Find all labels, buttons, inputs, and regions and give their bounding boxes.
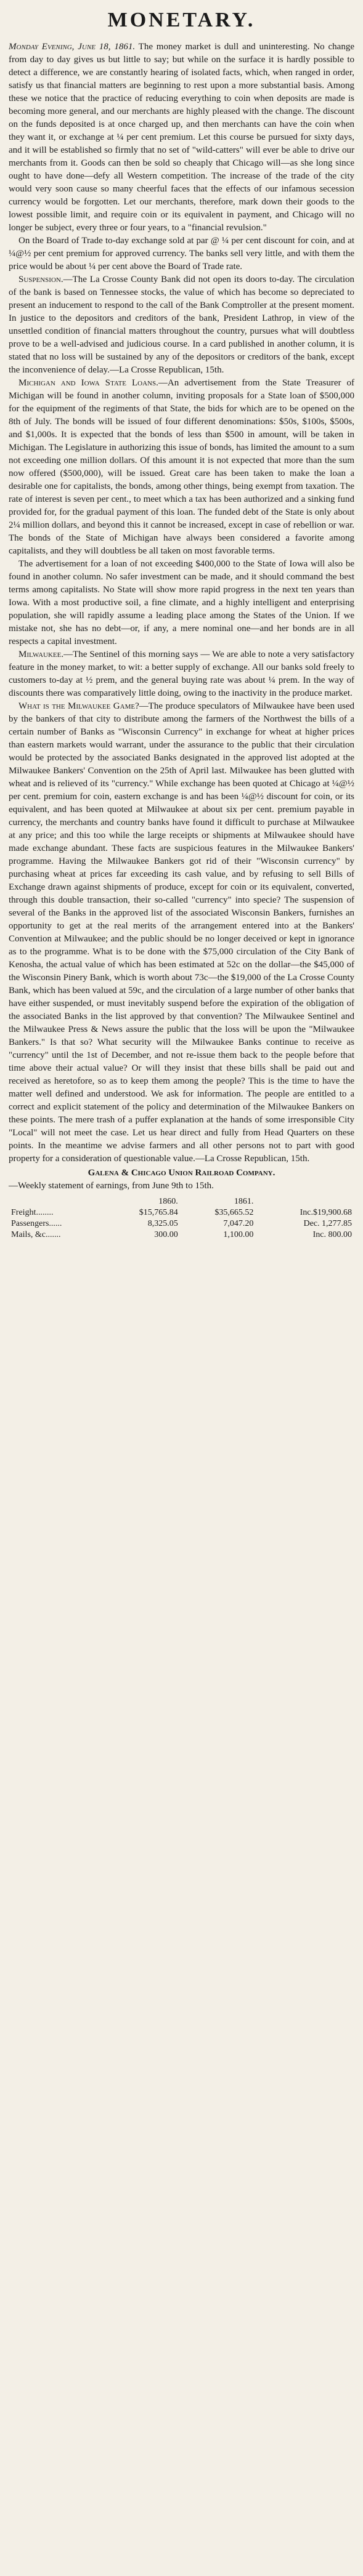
earnings-table <box>9 1196 354 1241</box>
article-paragraph <box>9 700 354 1165</box>
cell-1861: $35,665.52 <box>214 1208 254 1217</box>
cell-change: Dec. 1,277.85 <box>303 1219 352 1228</box>
row-label: Freight........ <box>11 1208 54 1217</box>
run-in-heading: Michigan and Iowa State Loans. <box>18 378 158 388</box>
table-header-row <box>9 1196 354 1207</box>
paragraph-text: —The Sentinel of this morning says — We are able to note a very satisfactory feature in the money market, to wit: a better supply of exchange. All our banks sold freely to customers to-day at ½ prem, and the general buying rate was about ¼ prem. In the way of discounts there was comparatively little doing, owing to the inactivity in the produce market. <box>9 650 354 698</box>
column-header: 1861. <box>234 1197 254 1206</box>
paragraph-text: —The produce speculators of Milwaukee have been used by the bankers of that city to distribute among the farmers of the Northwest the bills of a certain number of Banks as "Wisconsin Currency" in exchange for wheat at higher prices than eastern markets would warrant, under the assurance to the public that their circulation would be protected by the associated Banks designated in the approved list adopted at the Milwaukee Bankers' Convention on the 25th of April last. Milwaukee has been glutted with wheat and is relieved of its "currency." While exchange has been quoted at Chicago at ¼@½ per cent. premium for coin, eastern exchange is and has been ¼@½ discount for coin, or its equivalent, and has been quoted at Milwaukee at about six per cent. premium payable in currency, the merchants and country banks have found it difficult to purchase at Milwaukee at any price; and this too while the large receipts or shipments at Milwaukee should have made exchange abundant. These facts are suspicious features in the Milwaukee Bankers' programme. Having the Milwaukee Bankers got rid of their "Wisconsin currency" by purchasing wheat at prices far exceeding its cash value, and by refusing to sell Bills of Exchange drawn against shipments of produce, except for coin or its equivalent, converted, through this double transaction, their so-called "currency" into specie? The suspension of several of the Banks in the approved list of the associated Wisconsin Bankers, furnishes an opportunity to get at the real merits of the arrangement entered into at the Bankers' Convention at Milwaukee; and the public should be no longer deceived or kept in ignorance as to the programme. What is to be done with the $75,000 circulation of the City Bank of Kenosha, the actual value of which has been estimated at 52c on the dollar—the $45,000 of the Wisconsin Pinery Bank, which is worth about 73c—the $19,000 of the La Crosse County Bank, which has been valued at 59c, and the circulation of a large number of other banks that have either suspended, or must inevitably suspend before the expiration of the obligation of the associated Banks in the list approved by that convention? The Milwaukee Sentinel and the Milwaukee Press & News assure the public that the loss will be upon the "Milwaukee Bankers." Is that so? What security will the Milwaukee Banks continue to receive as "currency" until the 1st of December, and not re-issue them back to the people before that time above their actual value? Or will they insist that these bills shall be paid out and received as heretofore, so as to keep them among the people? This is the time to have the matter well defined and understood. We ask for information. The people are entitled to a correct and explicit statement of the policy and determination of the Milwaukee Bankers on these points. The mere trash of a puffer explanation at the hands of some irresponsible City "Local" will not meet the case. Let us hear direct and fully from Head Quarters on these points. In the meantime we advise farmers and all other persons not to part with good property for a consideration of questionable value.—La Crosse Republican, 15th. <box>9 701 354 1164</box>
page-title: MONETARY. <box>107 9 256 31</box>
cell-1861: 7,047.20 <box>223 1219 254 1228</box>
table-row <box>9 1207 354 1218</box>
cell-1861: 1,100.00 <box>223 1230 254 1239</box>
article-paragraph <box>9 558 354 648</box>
article-paragraph <box>9 273 354 377</box>
paragraph-text: On the Board of Trade to-day exchange sold at par @ ¼ per cent discount for coin, and at ¼@½ per cent premium for approved currency. The banks sell very little, and with them the price would be about ¼ per cent above the Board of Trade rate. <box>9 236 354 272</box>
column-header <box>9 1196 105 1207</box>
article-paragraph <box>9 648 354 700</box>
run-in-heading: Suspension. <box>18 275 63 284</box>
article-paragraph <box>9 235 354 273</box>
article-paragraph <box>9 377 354 558</box>
dateline: Monday Evening, June 18, 1861. <box>9 42 136 52</box>
cell-1860: 300.00 <box>154 1230 178 1239</box>
paragraph-text: The advertisement for a loan of not exceeding $400,000 to the State of Iowa will also be found in another column. No safer investment can be made, and it should command the best terms among capitalists. No State will show more rapid progress in the next ten years than Iowa. With a most productive soil, a fine climate, and a highly intelligent and enterprising population, she will rapidly assume a leading place among the States of the Union. If we mistake not, she has no debt—or, if any, a mere nominal one—and her bonds are in all respects a capital investment. <box>9 559 354 646</box>
run-in-heading: Milwaukee. <box>18 650 64 659</box>
paragraph-text: —Weekly statement of earnings, from June 9th to 15th. <box>9 1181 214 1191</box>
cell-change: Inc. 800.00 <box>312 1230 352 1239</box>
paragraph-text: —The La Crosse County Bank did not open its doors to-day. The circulation of the bank is based on Tennessee stocks, the value of which has become so depreciated to present an inducement to respond to the call of the Bank Comptroller at the present moment. In justice to the depositors and creditors of the bank, President Lathrop, in view of the unsettled condition of financial matters throughout the country, pursues what will doubtless prove to be a well-advised and judicious course. In a card published in another column, it is stated that no loss will be sustained by any of the depositors or creditors of the bank, except the inconvenience of delay.—La Crosse Republican, 15th. <box>9 275 354 375</box>
paragraph-text: The money market is dull and uninteresting. No change from day to day gives us but little to say; but while on the surface it is hardly possible to detect a difference, we are constantly hearing of isolated facts, which, when ranged in order, satisfy us that financial matters are beginning to rest upon a more substantial basis. Among these we notice that the practice of reducing everything to coin when deposits are made is becoming more general, and our merchants are highly pleased with the change. The discount on the funds deposited is at once charged up, and then merchants can have the coin when they want it, or exchange at ¼ per cent premium. Let this course be pursued for sixty days, and it will be established so firmly that no set of "wild-catters" will ever be able to drive our merchants from it. Goods can then be sold so cheaply that Chicago will—as she long since ought to have done—defy all Western competition. The increase of the trade of the city would very soon cause so many cheerful faces that the effects of our infamous secession currency would be forgotten. Let our merchants, therefore, mark down their goods to the lowest possible limit, and require coin or its equivalent in payment, and Chicago will no longer be subject, every three or four years, to a "financial revulsion." <box>9 42 354 233</box>
article-paragraph <box>9 1180 354 1193</box>
cell-1860: 8,325.05 <box>147 1219 178 1228</box>
run-in-heading: What is the Milwaukee Game? <box>18 701 139 711</box>
row-label: Passengers...... <box>11 1219 62 1228</box>
column-header: 1860. <box>158 1197 178 1206</box>
article-paragraph <box>9 41 354 235</box>
section-heading: Galena & Chicago Union Railroad Company. <box>88 1168 275 1178</box>
paragraph-text: —An advertisement from the State Treasurer of Michigan will be found in another column, inviting proposals for a State loan of $500,000 for the equipment of the regiments of that State, the bids for which are to be opened on the 8th of July. The bonds will be issued of four different denominations: $50s, $100s, $500s, and $1,000s. It is expected that the bonds of less than $500 in amount, will be taken in Michigan. The Legislature in authorizing this issue of bonds, has limited the amount to a sum not exceeding one million dollars. Of this amount it is not expected that more than the sum now offered ($500,000), will be issued. Great care has been taken to make the loan a desirable one for capitalists, the bonds, among other things, being exempt from taxation. The rate of interest is seven per cent., to meet which a tax has been authorized and a sinking fund provided for, for the gradual payment of this loan. The funded debt of the State is only about 2¼ million dollars, and beyond this it cannot be increased, except in case of rebellion or war. The bonds of the State of Michigan have always been considered a favorite among capitalists, and they will doubtless be all taken on most favorable terms. <box>9 378 354 556</box>
cell-change: Inc.$19,900.68 <box>300 1208 352 1217</box>
column-header <box>256 1196 354 1207</box>
cell-1860: $15,765.84 <box>139 1208 178 1217</box>
table-row <box>9 1230 354 1241</box>
table-row <box>9 1218 354 1230</box>
row-label: Mails, &c....... <box>11 1230 61 1239</box>
